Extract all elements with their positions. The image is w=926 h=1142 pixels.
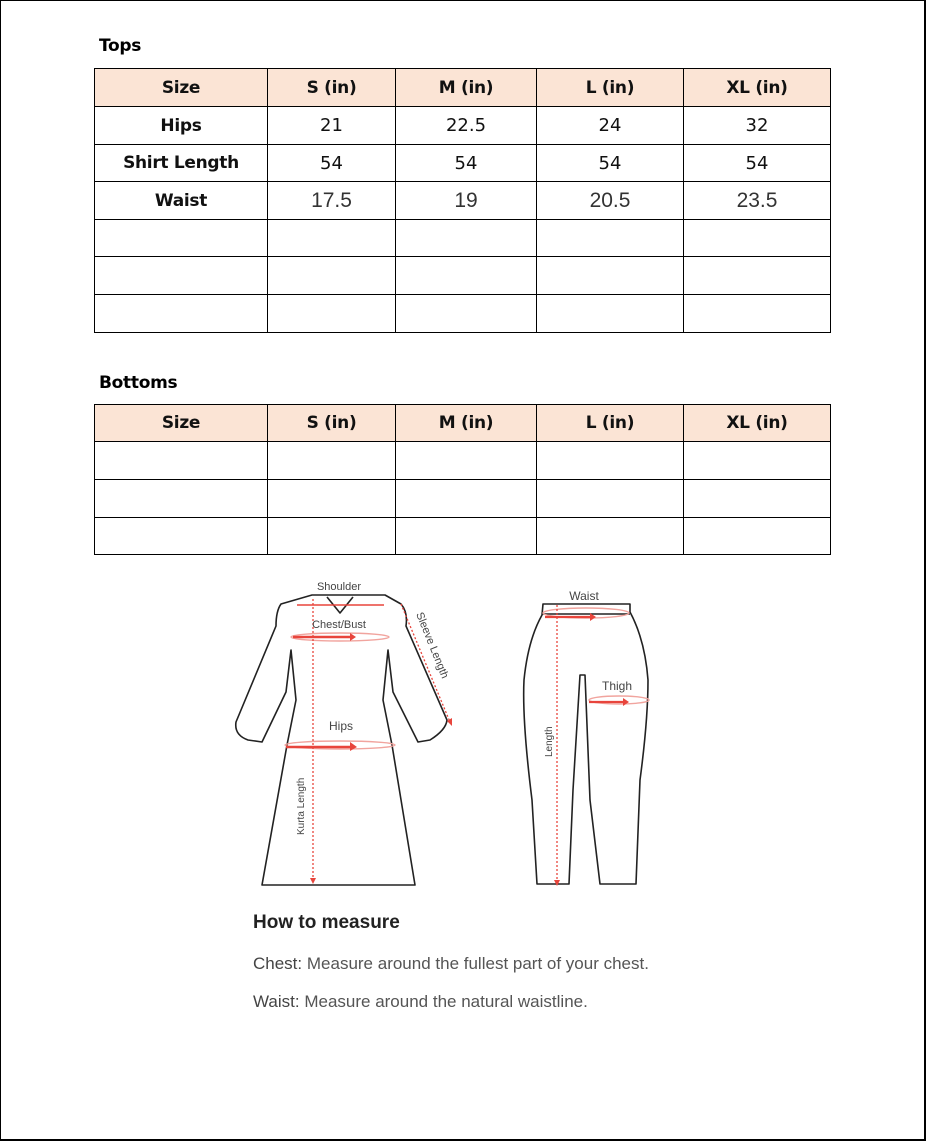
cell: 32 <box>684 107 831 145</box>
cell <box>684 295 831 333</box>
kurta-length-arrow <box>310 878 316 884</box>
header-cell: L (in) <box>537 69 684 107</box>
cell <box>396 480 537 518</box>
pants-illustration <box>524 604 648 884</box>
table-row <box>95 220 831 257</box>
cell <box>268 518 396 555</box>
cell <box>396 220 537 257</box>
chest-instruction-label: Chest: <box>253 954 303 973</box>
cell <box>537 295 684 333</box>
row-label: Hips <box>95 107 268 145</box>
kurta-length-label: Kurta Length <box>296 777 307 835</box>
header-cell: M (in) <box>396 69 537 107</box>
table-row <box>95 295 831 333</box>
header-cell: S (in) <box>268 405 396 442</box>
waist-instruction-label: Waist: <box>253 992 300 1011</box>
row-label <box>95 442 268 480</box>
header-cell: M (in) <box>396 405 537 442</box>
how-to-measure <box>253 912 653 1028</box>
cell <box>537 442 684 480</box>
cell: 22.5 <box>396 107 537 145</box>
pants-length-arrow <box>554 880 560 886</box>
cell: 54 <box>268 145 396 182</box>
cell <box>396 442 537 480</box>
table-row <box>95 145 831 182</box>
cell <box>396 518 537 555</box>
cell <box>268 257 396 295</box>
bottoms-size-table <box>94 404 831 555</box>
cell <box>268 480 396 518</box>
cell <box>268 295 396 333</box>
row-label <box>95 295 268 333</box>
shoulder-label: Shoulder <box>316 581 362 593</box>
cell <box>537 257 684 295</box>
table-header-row <box>95 69 831 107</box>
cell <box>684 518 831 555</box>
header-cell: XL (in) <box>684 405 831 442</box>
cell <box>537 518 684 555</box>
cell: 23.5 <box>684 182 831 220</box>
header-cell: L (in) <box>537 405 684 442</box>
row-label <box>95 518 268 555</box>
cell <box>537 220 684 257</box>
waist-instruction <box>253 990 653 1014</box>
cell: 54 <box>537 145 684 182</box>
table-row <box>95 107 831 145</box>
cell <box>537 480 684 518</box>
how-to-measure-title: How to measure <box>253 912 400 933</box>
measurement-diagram <box>230 575 670 895</box>
bottoms-title: Bottoms <box>99 373 178 393</box>
header-cell: Size <box>95 405 268 442</box>
waist-label: Waist <box>569 589 599 603</box>
hips-label: Hips <box>328 719 354 733</box>
chest-instruction-text: Measure around the fullest part of your chest. <box>306 954 649 973</box>
row-label: Shirt Length <box>95 145 268 182</box>
pants-outline <box>524 604 648 884</box>
cell <box>396 295 537 333</box>
cell <box>268 442 396 480</box>
table-header-row <box>95 405 831 442</box>
thigh-label: Thigh <box>601 679 633 693</box>
cell <box>684 220 831 257</box>
cell <box>684 257 831 295</box>
cell: 20.5 <box>537 182 684 220</box>
header-cell: XL (in) <box>684 69 831 107</box>
cell <box>684 442 831 480</box>
chest-label: Chest/Bust <box>312 619 366 631</box>
row-label <box>95 257 268 295</box>
row-label <box>95 480 268 518</box>
cell <box>684 480 831 518</box>
thigh-arrow-head <box>623 698 629 706</box>
header-cell: Size <box>95 69 268 107</box>
table-row <box>95 518 831 555</box>
cell: 17.5 <box>268 182 396 220</box>
cell <box>396 257 537 295</box>
pants-length-label: Length <box>544 726 555 757</box>
table-row <box>95 442 831 480</box>
cell: 24 <box>537 107 684 145</box>
cell: 54 <box>396 145 537 182</box>
table-row <box>95 480 831 518</box>
cell <box>268 220 396 257</box>
table-row <box>95 182 831 220</box>
chest-instruction <box>253 952 653 976</box>
cell: 21 <box>268 107 396 145</box>
row-label <box>95 220 268 257</box>
sleeve-length-label: Sleeve Length <box>413 610 451 681</box>
waist-instruction-text: Measure around the natural waistline. <box>304 992 588 1011</box>
cell: 19 <box>396 182 537 220</box>
table-row <box>95 257 831 295</box>
tops-size-table <box>94 68 831 333</box>
chest-arrow-head <box>350 633 356 641</box>
row-label: Waist <box>95 182 268 220</box>
cell: 54 <box>684 145 831 182</box>
tops-title: Tops <box>99 36 142 56</box>
header-cell: S (in) <box>268 69 396 107</box>
hips-arrow-head <box>350 742 357 751</box>
